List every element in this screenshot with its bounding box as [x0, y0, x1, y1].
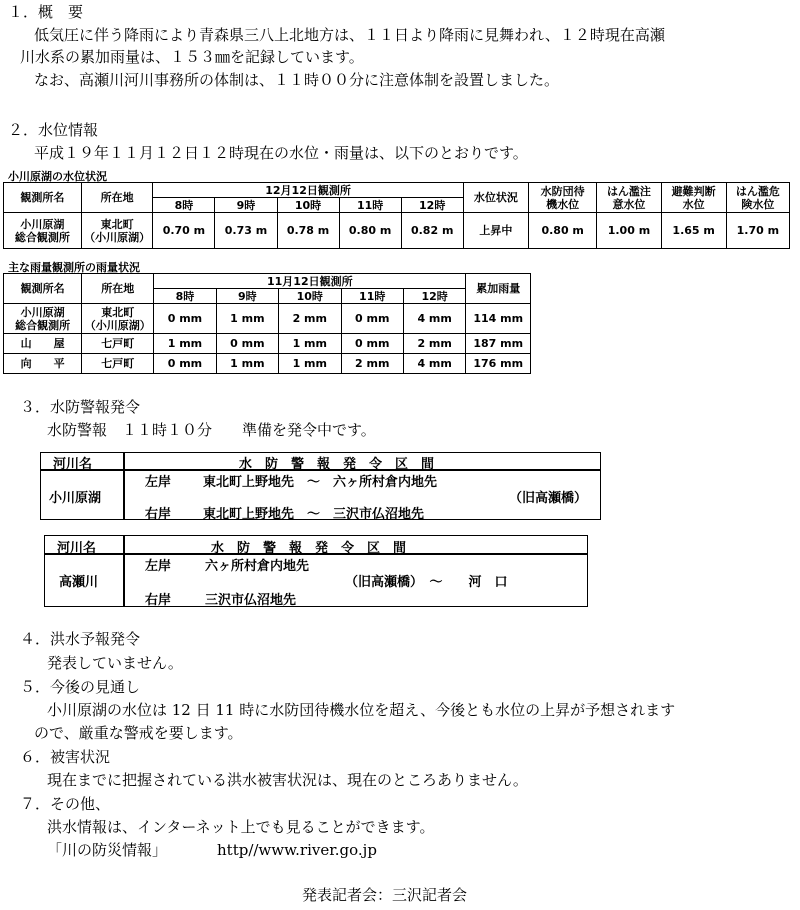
- flood-warning-status: 水防警報 １１時１０分 準備を発令中です。: [47, 421, 376, 439]
- header-time: 8時: [154, 289, 216, 304]
- section-4-heading: ４．洪水予報発令: [20, 630, 141, 648]
- header-standby-level: 水防団待 機水位: [528, 183, 596, 213]
- rainfall-total: 176 mm: [466, 354, 531, 374]
- right-bank-section: 三沢市仏沼地先: [205, 593, 297, 608]
- section-5-heading: ５．今後の見通し: [20, 678, 141, 696]
- header-time: 11時: [339, 198, 401, 213]
- table-row: [4, 304, 531, 334]
- station-location: 七戸町: [82, 354, 154, 374]
- station-location: 東北町 （小川原湖）: [81, 213, 153, 249]
- header-caution-level: はん濫注 意水位: [597, 183, 661, 213]
- section-1-heading: １．概 要: [8, 3, 84, 21]
- rainfall-total: 187 mm: [466, 334, 531, 354]
- table-row: [4, 213, 790, 249]
- header-time: 10時: [279, 289, 341, 304]
- water-level-value: 0.78 m: [277, 213, 339, 249]
- rainfall-value: 1 mm: [279, 354, 341, 374]
- header-evacuation-level: 避難判断 水位: [661, 183, 726, 213]
- water-status: 上昇中: [463, 213, 528, 249]
- section-7-heading: ７．その他、: [20, 795, 111, 813]
- header-time: 12時: [401, 198, 463, 213]
- rainfall-value: 1 mm: [279, 334, 341, 354]
- press-club-footer: 発表記者会：三沢記者会: [302, 886, 468, 904]
- section-5-text-line1: 小川原湖の水位は 12 日 11 時に水防団待機水位を超え、今後とも水位の上昇が予想されます: [47, 701, 676, 719]
- river-info-site-label: 「川の防災情報」: [47, 841, 168, 859]
- header-observation-date: 12月12日観測所: [153, 183, 463, 198]
- section-3-heading: ３．水防警報発令: [20, 398, 141, 416]
- left-bank-section: 六ヶ所村倉内地先: [205, 559, 310, 574]
- header-river: 河川名: [57, 541, 97, 556]
- header-time: 10時: [277, 198, 339, 213]
- section-1-text-line2: 川水系の累加雨量は、１５３㎜を記録しています。: [20, 48, 364, 66]
- section-2-intro: 平成１９年１１月１２日１２時現在の水位・雨量は、以下のとおりです。: [34, 144, 528, 162]
- table-row: [4, 354, 531, 374]
- water-level-value: 0.73 m: [215, 213, 277, 249]
- water-level-value: 0.82 m: [401, 213, 463, 249]
- header-station: 観測所名: [4, 274, 82, 304]
- rainfall-table: [3, 273, 531, 374]
- left-bank-label: 左岸: [145, 475, 172, 490]
- header-danger-level: はん濫危 険水位: [726, 183, 789, 213]
- header-cumulative-rainfall: 累加雨量: [466, 274, 531, 304]
- station-location: 七戸町: [82, 334, 154, 354]
- river-name: 小川原湖: [49, 491, 102, 506]
- rainfall-value: 0 mm: [341, 334, 403, 354]
- right-bank-label: 右岸: [145, 507, 172, 522]
- section-7-text: 洪水情報は、インターネット上でも見ることができます。: [47, 818, 435, 836]
- header-warning-section: 水 防 警 報 発 令 区 間: [239, 457, 435, 472]
- table-row: [4, 334, 531, 354]
- section-5-text-line2: ので、厳重な警戒を要します。: [34, 724, 243, 742]
- header-time: 8時: [153, 198, 215, 213]
- section-6-heading: ６．被害状況: [20, 748, 111, 766]
- section-2-heading: ２．水位情報: [8, 121, 99, 139]
- header-warning-section: 水 防 警 報 発 令 区 間: [211, 541, 407, 556]
- threshold-value: 1.00 m: [597, 213, 661, 249]
- water-level-value: 0.80 m: [339, 213, 401, 249]
- section-6-text: 現在までに把握されている洪水被害状況は、現在のところありません。: [47, 771, 528, 789]
- rainfall-value: 2 mm: [403, 334, 465, 354]
- rainfall-value: 0 mm: [216, 334, 278, 354]
- station-name: 山 屋: [4, 334, 82, 354]
- header-time: 9時: [215, 198, 277, 213]
- rainfall-value: 0 mm: [154, 354, 216, 374]
- rainfall-value: 0 mm: [154, 304, 216, 334]
- section-span: （旧高瀬橋） ～ 河 口: [345, 575, 508, 590]
- rainfall-value: 0 mm: [341, 304, 403, 334]
- header-status: 水位状況: [463, 183, 528, 213]
- section-1-text-line1: 低気圧に伴う降雨により青森県三八上北地方は、１１日より降雨に見舞われ、１２時現在高瀬: [34, 26, 665, 44]
- water-table-caption: 小川原湖の水位状況: [8, 170, 107, 183]
- right-bank-section: 東北町上野地先 ～ 三沢市仏沼地先: [203, 507, 425, 522]
- left-bank-section: 東北町上野地先 ～ 六ヶ所村倉内地先: [203, 475, 438, 490]
- header-time: 9時: [216, 289, 278, 304]
- header-time: 11時: [341, 289, 403, 304]
- threshold-value: 0.80 m: [528, 213, 596, 249]
- station-name: 小川原湖 総合観測所: [4, 304, 82, 334]
- station-name: 向 平: [4, 354, 82, 374]
- section-4-text: 発表していません。: [47, 654, 183, 672]
- right-bank-label: 右岸: [145, 593, 172, 608]
- rainfall-total: 114 mm: [466, 304, 531, 334]
- rainfall-value: 1 mm: [216, 304, 278, 334]
- section-1-text-line3: なお、高瀬川河川事務所の体制は、１１時００分に注意体制を設置しました。: [34, 71, 560, 89]
- warning-section-table-ogawara: [40, 452, 601, 520]
- water-level-value: 0.70 m: [153, 213, 215, 249]
- header-river: 河川名: [53, 457, 93, 472]
- warning-section-table-takase: [44, 535, 588, 607]
- header-time: 12時: [403, 289, 465, 304]
- boundary-note: （旧高瀬橋）: [509, 491, 588, 506]
- left-bank-label: 左岸: [145, 559, 172, 574]
- rainfall-value: 1 mm: [154, 334, 216, 354]
- river-info-url[interactable]: http//www.river.go.jp: [217, 841, 377, 859]
- river-name: 高瀬川: [59, 575, 99, 590]
- station-location: 東北町 （小川原湖）: [82, 304, 154, 334]
- rainfall-value: 4 mm: [403, 354, 465, 374]
- header-location: 所在地: [82, 274, 154, 304]
- threshold-value: 1.70 m: [726, 213, 789, 249]
- rainfall-value: 2 mm: [279, 304, 341, 334]
- water-level-table: [3, 182, 790, 249]
- threshold-value: 1.65 m: [661, 213, 726, 249]
- rainfall-value: 2 mm: [341, 354, 403, 374]
- header-observation-date: 11月12日観測所: [154, 274, 466, 289]
- rainfall-value: 1 mm: [216, 354, 278, 374]
- header-station: 観測所名: [4, 183, 82, 213]
- rain-table-caption: 主な雨量観測所の雨量状況: [8, 261, 140, 274]
- rainfall-value: 4 mm: [403, 304, 465, 334]
- header-location: 所在地: [81, 183, 153, 213]
- station-name: 小川原湖 総合観測所: [4, 213, 82, 249]
